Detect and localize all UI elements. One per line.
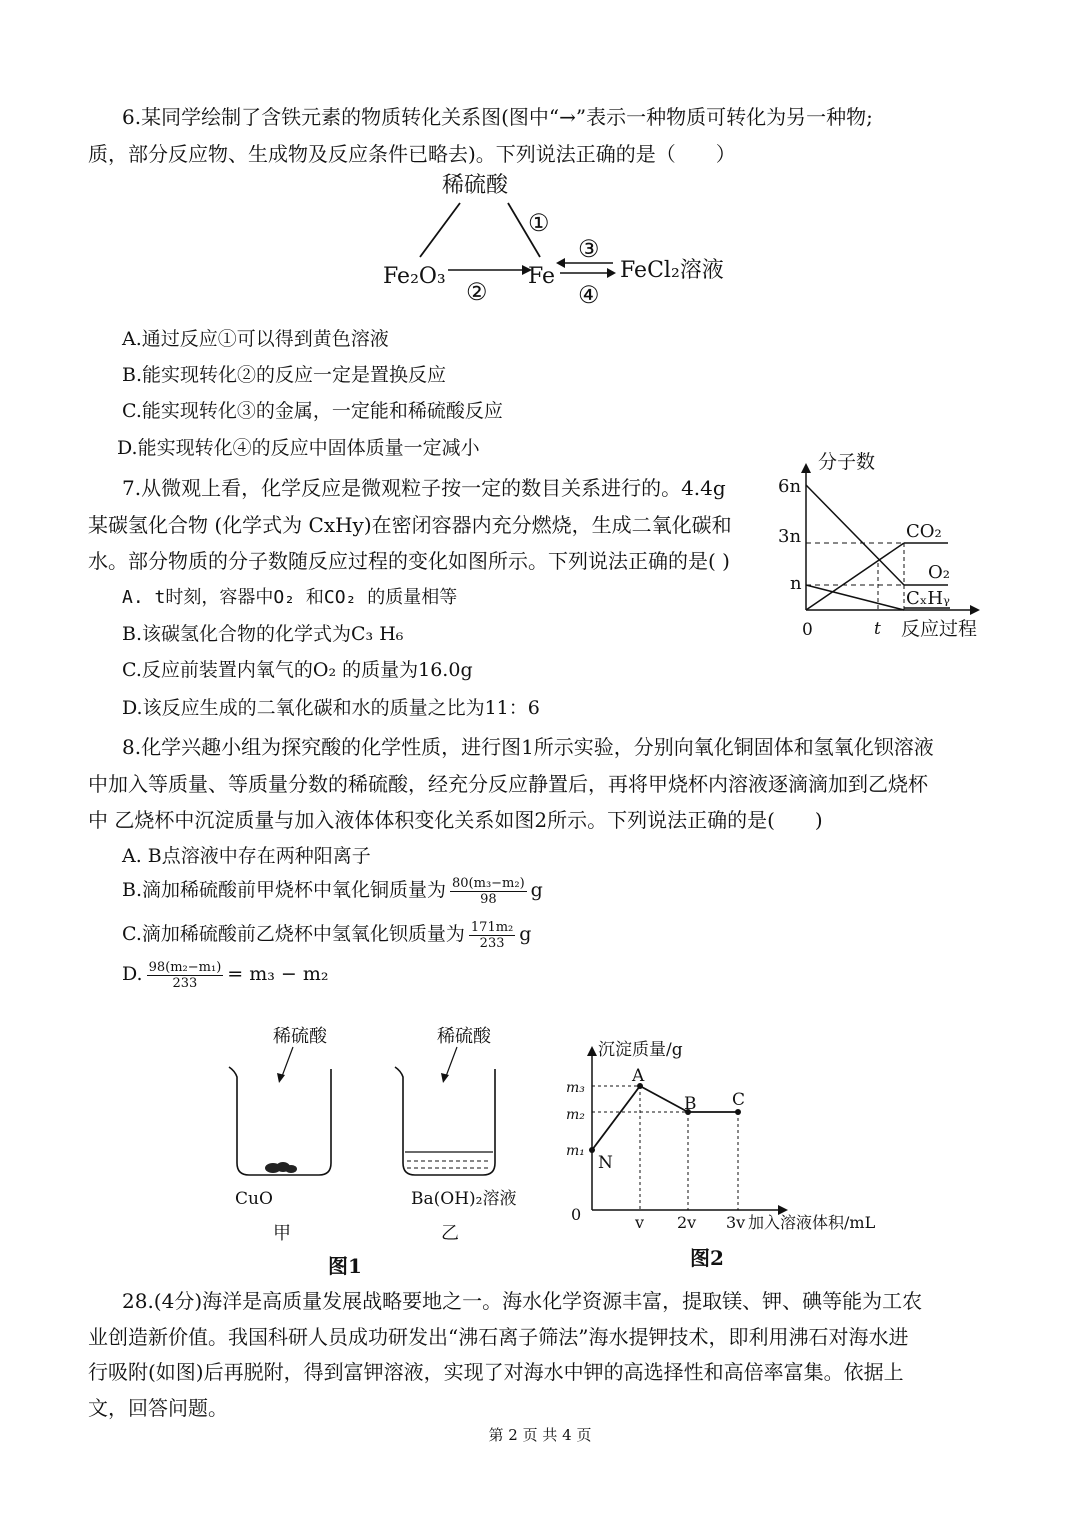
point-a-label: A xyxy=(632,1066,645,1086)
diagram-right-label: FeCl₂溶液 xyxy=(620,258,724,283)
q6-stem-line1: 6.某同学绘制了含铁元素的物质转化关系图(图中“→”表示一种物质可转化为另一种物; xyxy=(122,105,873,129)
co2-series-line xyxy=(806,543,904,610)
co2-label: CO₂ xyxy=(906,521,942,542)
q7-option-d: D.该反应生成的二氧化碳和水的质量之比为11：6 xyxy=(122,697,540,719)
q28-line3: 行吸附(如图)后再脱附，得到富钾溶液，实现了对海水中钾的高选择性和高倍率富集。依据上 xyxy=(88,1360,904,1384)
y-tick-n: n xyxy=(790,573,802,594)
cuo-solid-icon xyxy=(265,1162,297,1173)
point-c-label: C xyxy=(732,1090,746,1110)
q7-option-b: B.该碳氢化合物的化学式为C₃ H₆ xyxy=(122,623,404,645)
beaker-a-label: 甲 xyxy=(273,1223,291,1244)
y-tick-m2: m₂ xyxy=(566,1107,585,1123)
fraction-denominator: 233 xyxy=(172,975,198,991)
origin-label: 0 xyxy=(571,1205,582,1224)
beaker-b-outline xyxy=(395,1067,495,1175)
q6-option-d: D.能实现转化④的反应中固体质量一定减小 xyxy=(117,437,480,459)
point-n-label: N xyxy=(598,1153,613,1173)
q6-option-b: B.能实现转化②的反应一定是置换反应 xyxy=(122,364,447,386)
q8-option-d-text: D. xyxy=(122,963,143,985)
q8-option-b-fraction xyxy=(450,876,527,907)
reaction-3-label: ③ xyxy=(578,235,600,263)
q6-stem-line2: 质，部分反应物、生成物及反应条件已略去)。下列说法正确的是（ ） xyxy=(88,142,736,166)
fraction-numerator: 171m₂ xyxy=(470,919,514,935)
fraction-numerator: 80(m₃−m₂) xyxy=(452,875,525,891)
q7-option-a: A. t时刻，容器中O₂ 和CO₂ 的质量相等 xyxy=(122,587,458,608)
acid-label-b: 稀硫酸 xyxy=(437,1026,491,1047)
diagram-center-label: Fe xyxy=(528,264,556,289)
chart-xlabel: 反应过程 xyxy=(901,618,978,640)
fraction-denominator: 233 xyxy=(479,935,505,951)
q28-line1: 28.(4分)海洋是高质量发展战略要地之一。海水化学资源丰富，提取镁、钾、碘等能为工农 xyxy=(122,1289,923,1313)
q8-option-c xyxy=(122,914,531,954)
fraction-denominator: 98 xyxy=(480,891,497,907)
cxhy-label: CₓHᵧ xyxy=(906,588,950,609)
q28-line2: 业创造新价值。我国科研人员成功研发出“沸石离子筛法”海水提钾技术，即利用沸石对海水进 xyxy=(88,1325,909,1349)
reaction-4-arrow xyxy=(607,268,616,278)
q28-line4: 文，回答问题。 xyxy=(88,1396,228,1420)
q8-figure2-chart xyxy=(560,1030,905,1278)
x-tick-t: t xyxy=(874,619,881,639)
reaction-2-label: ② xyxy=(466,278,488,306)
fig2-xlabel: 加入溶液体积/mL xyxy=(748,1213,876,1232)
o2-series-line xyxy=(806,485,904,585)
reaction-4-label: ④ xyxy=(578,281,600,309)
q8-option-b xyxy=(122,870,543,910)
figure2-caption: 图2 xyxy=(690,1246,724,1270)
q8-figure1-beakers xyxy=(215,1015,535,1280)
q8-stem-line3: 中 乙烧杯中沉淀质量与加入液体体积变化关系如图2所示。下列说法正确的是( ) xyxy=(88,808,823,832)
q6-iron-conversion-diagram xyxy=(370,165,750,315)
q8-option-d-fraction xyxy=(147,960,224,991)
x-tick-v: v xyxy=(635,1213,645,1232)
q7-stem-line1: 7.从微观上看，化学反应是微观粒子按一定的数目关系进行的。4.4g xyxy=(122,476,726,500)
y-tick-m3: m₃ xyxy=(566,1080,585,1096)
figure1-caption: 图1 xyxy=(328,1254,362,1278)
page-footer: 第 2 页 共 4 页 xyxy=(488,1426,592,1444)
diagram-left-label: Fe₂O₃ xyxy=(383,264,446,289)
cxhy-series-line xyxy=(806,585,904,610)
q8-stem-line2: 中加入等质量、等质量分数的稀硫酸，经充分反应静置后，再将甲烧杯内溶液逐滴滴加到乙烧杯 xyxy=(88,772,928,796)
beaker-a-outline xyxy=(229,1067,331,1175)
acid-label-a: 稀硫酸 xyxy=(273,1026,327,1047)
point-n xyxy=(589,1147,595,1153)
fig2-ylabel: 沉淀质量/g xyxy=(598,1040,683,1060)
q7-stem-line3: 水。部分物质的分子数随反应过程的变化如图所示。下列说法正确的是( ) xyxy=(88,549,730,573)
equation-rhs: = m₃ − m₂ xyxy=(227,963,329,985)
reaction-1-label: ① xyxy=(528,209,550,237)
cuo-label: CuO xyxy=(235,1189,273,1209)
q8-option-b-text: B.滴加稀硫酸前甲烧杯中氧化铜质量为 xyxy=(122,879,447,901)
fraction-numerator: 98(m₂−m₁) xyxy=(148,959,222,975)
x-tick-2v: 2v xyxy=(677,1213,697,1232)
diagram-top-label: 稀硫酸 xyxy=(442,173,509,198)
q7-molecule-count-chart xyxy=(770,445,1010,645)
reaction-3-arrow xyxy=(556,258,565,268)
chart-ylabel: 分子数 xyxy=(818,451,876,473)
q8-option-c-text: C.滴加稀硫酸前乙烧杯中氢氧化钡质量为 xyxy=(122,923,465,945)
q8-option-d xyxy=(122,954,329,994)
point-b-label: B xyxy=(684,1094,697,1114)
q6-option-a: A.通过反应①可以得到黄色溶液 xyxy=(122,328,389,350)
y-tick-3n: 3n xyxy=(778,526,802,547)
baoh2-label: Ba(OH)₂溶液 xyxy=(411,1189,517,1209)
precipitate-series-line xyxy=(592,1086,738,1150)
origin-label: 0 xyxy=(802,620,813,640)
q8-option-c-fraction xyxy=(469,920,515,951)
q8-stem-line1: 8.化学兴趣小组为探究酸的化学性质，进行图1所示实验，分别向氧化铜固体和氢氧化钡溶液 xyxy=(122,735,934,759)
q7-option-c: C.反应前装置内氧气的O₂ 的质量为16.0g xyxy=(122,659,473,681)
diagram-left-arrow xyxy=(420,203,460,257)
y-tick-6n: 6n xyxy=(778,476,802,497)
unit: g xyxy=(519,923,532,945)
o2-label: O₂ xyxy=(928,562,950,583)
x-tick-3v: 3v xyxy=(726,1213,746,1232)
unit: g xyxy=(530,879,543,901)
y-tick-m1: m₁ xyxy=(566,1143,585,1159)
q6-option-c: C.能实现转化③的金属，一定能和稀硫酸反应 xyxy=(122,400,503,422)
q7-stem-line2: 某碳氢化合物 (化学式为 CxHy)在密闭容器内充分燃烧，生成二氧化碳和 xyxy=(88,513,732,537)
q8-option-a: A. B点溶液中存在两种阳离子 xyxy=(122,845,371,867)
beaker-b-label: 乙 xyxy=(441,1223,459,1244)
